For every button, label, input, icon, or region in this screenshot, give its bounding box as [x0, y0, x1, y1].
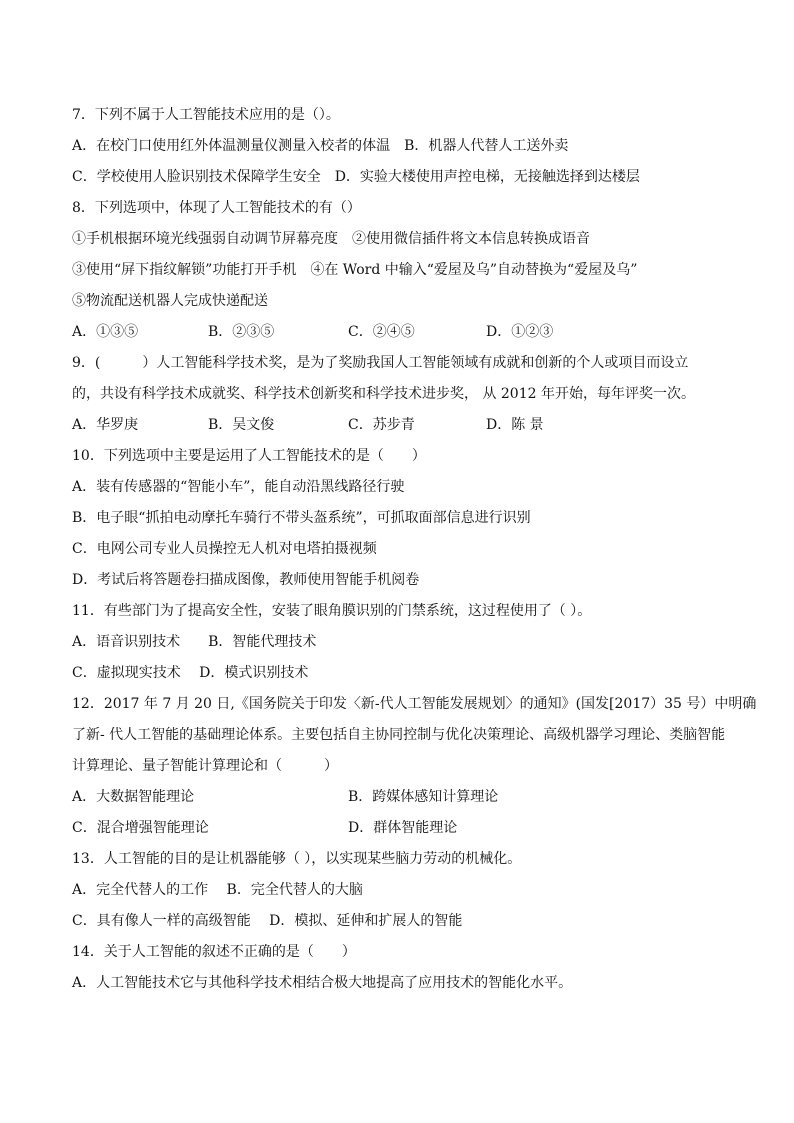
q12-option-d: D．群体智能理论: [348, 820, 458, 836]
q12-stem-line-2: 了新- 代人工智能的基础理论体系。主要包括自主协同控制与优化决策理论、高级机器学习理论、类脑智能: [72, 727, 726, 743]
q12-stem-line-1: 12．2017 年 7 月 20 日,《国务院关于印发〈新-代人工智能发展规划〉的通知》(国发[2017）35 号）中明确: [72, 696, 757, 712]
q11-options-row-1: A．语音识别技术 B．智能代理技术: [72, 634, 317, 650]
q10-stem: 10．下列选项中主要是运用了人工智能技术的是（ ）: [72, 448, 426, 464]
q8-item-row-3: ⑤物流配送机器人完成快递配送: [72, 293, 268, 309]
q12-option-b: B．跨媒体感知计算理论: [348, 789, 499, 805]
q9-option-a: A．华罗庚: [72, 417, 139, 433]
q12-option-a: A．大数据智能理论: [72, 789, 195, 805]
q8-item-row-2: ③使用“屏下指纹解锁”功能打开手机 ④在 Word 中输入“爱屋及乌”自动替换为“爱屋及乌”: [72, 262, 638, 278]
q13-stem: 13．人工智能的目的是让机器能够（ ），以实现某些脑力劳动的机械化。: [72, 851, 522, 867]
q7-options-row-1: A．在校门口使用红外体温测量仪测量入校者的体温 B．机器人代替人工送外卖: [72, 138, 569, 154]
q8-option-c: C．②④⑤: [348, 324, 415, 340]
q14-option-a: A．人工智能技术它与其他科学技术相结合极大地提高了应用技术的智能化水平。: [72, 975, 573, 991]
q13-options-row-1: A．完全代替人的工作 B．完全代替人的大脑: [72, 882, 363, 898]
q11-options-row-2: C．虚拟现实技术 D．模式识别技术: [72, 665, 309, 681]
q8-option-d: D．①②③: [486, 324, 554, 340]
q9-options-row: [72, 410, 732, 441]
q10-option-a: A．装有传感器的“智能小车”，能自动沿黑线路径行驶: [72, 479, 405, 495]
q12-stem-line-3: 计算理论、量子智能计算理论和（ ）: [72, 758, 338, 774]
q13-options-row-2: C．具有像人一样的高级智能 D．模拟、延伸和扩展人的智能: [72, 913, 463, 929]
q12-options-row-2: [72, 813, 732, 844]
q8-options-row: [72, 317, 732, 348]
q9-stem-line-1: 9．( ）人工智能科学技术奖，是为了奖励我国人工智能领域有成就和创新的个人或项目而设立: [72, 355, 689, 371]
q9-option-c: C．苏步青: [348, 417, 415, 433]
q14-stem: 14．关于人工智能的叙述不正确的是（ ）: [72, 944, 356, 960]
exam-page: [72, 100, 757, 999]
q10-option-d: D．考试后将答题卷扫描成图像，教师使用智能手机阅卷: [72, 572, 420, 588]
q12-options-row-1: [72, 782, 732, 813]
q11-stem: 11．有些部门为了提高安全性，安装了眼角膜识别的门禁系统，这过程使用了（ ）。: [72, 603, 592, 619]
q9-option-b: B．吴文俊: [208, 417, 275, 433]
q10-option-b: B．电子眼“抓拍电动摩托车骑行不带头盔系统”，可抓取面部信息进行识别: [72, 510, 531, 526]
q8-item-row-1: ①手机根据环境光线强弱自动调节屏幕亮度 ②使用微信插件将文本信息转换成语音: [72, 231, 590, 247]
q9-option-d: D．陈 景: [486, 417, 544, 433]
q8-stem: 8．下列选项中，体现了人工智能技术的有（）: [72, 200, 361, 216]
q7-stem: 7．下列不属于人工智能技术应用的是（）。: [72, 107, 340, 123]
q7-options-row-2: C．学校使用人脸识别技术保障学生安全 D．实验大楼使用声控电梯，无接触选择到达楼层: [72, 169, 640, 185]
q9-stem-line-2: 的，共设有科学技术成就奖、科学技术创新奖和科学技术进步奖， 从 2012 年开始，每年评奖一次。: [72, 386, 695, 402]
q8-option-b: B．②③⑤: [208, 324, 275, 340]
q8-option-a: A．①③⑤: [72, 324, 139, 340]
q10-option-c: C．电网公司专业人员操控无人机对电塔拍摄视频: [72, 541, 377, 557]
q12-option-c: C．混合增强智能理论: [72, 820, 209, 836]
